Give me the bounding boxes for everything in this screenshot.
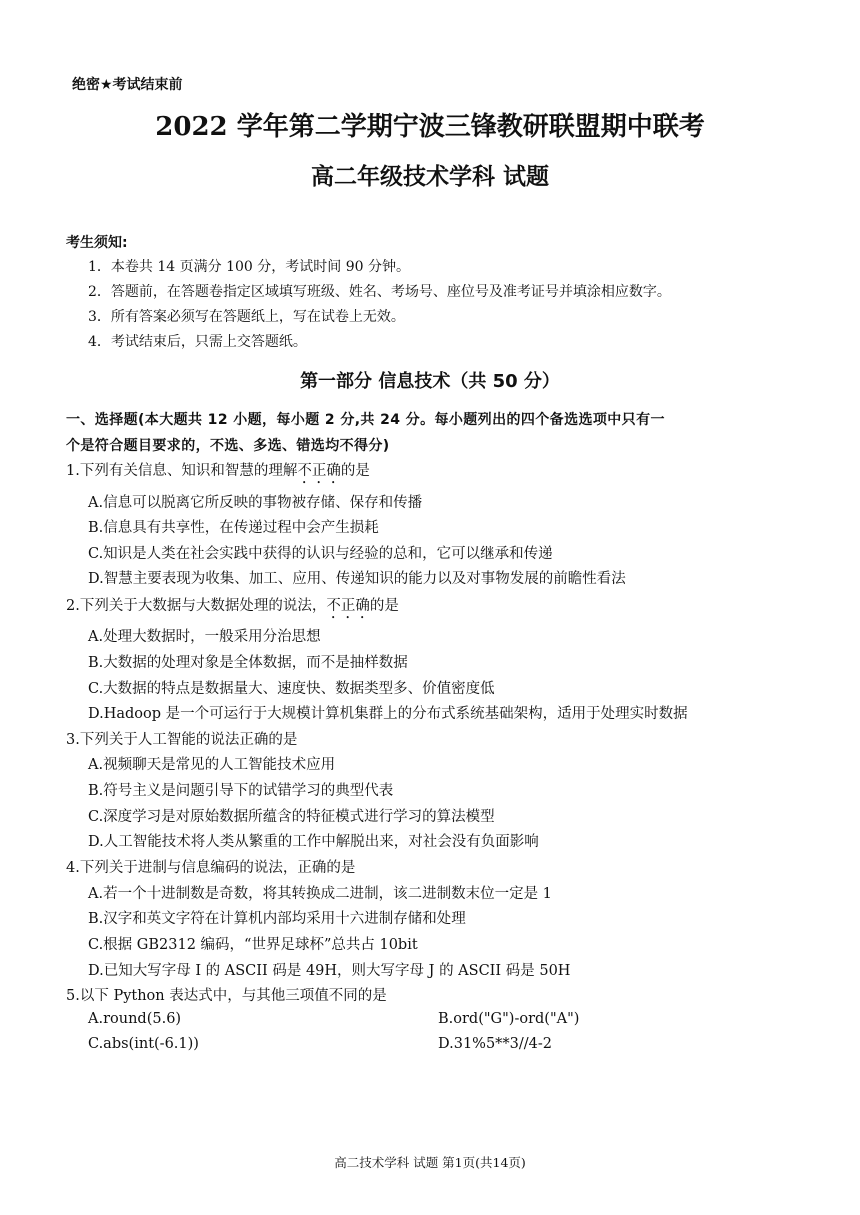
question-option: A.round(5.6) [88,1011,182,1027]
question-option: D.智慧主要表现为收集、加工、应用、传递知识的能力以及对事物发展的前瞻性看法 [88,571,626,587]
stem-text: 1.下列有关信息、知识和智慧的理解 [66,463,298,479]
stem-text: 2.下列关于大数据与大数据处理的说法， [66,598,327,614]
page-footer: 高二技术学科 试题 第1页(共14页) [334,1155,526,1170]
notice-item: 1．本卷共 14 页满分 100 分，考试时间 90 分钟。 [88,259,410,275]
notice-item: 3．所有答案必须写在答题纸上，写在试卷上无效。 [88,309,405,325]
confidential-label: 绝密★考试结束前 [72,77,183,93]
question-option: A.信息可以脱离它所反映的事物被存储、保存和传播 [88,495,423,511]
question-option: B.大数据的处理对象是全体数据，而不是抽样数据 [88,655,408,671]
stem-text: 的是 [340,463,370,479]
question-stem [66,594,399,622]
emphasis-text: 不正确 [326,598,370,614]
notice-item: 4．考试结束后，只需上交答题纸。 [88,334,307,350]
question-option: B.ord("G")-ord("A") [438,1011,580,1027]
question-option: A.若一个十进制数是奇数，将其转换成二进制，该二进制数末位一定是 1 [88,886,552,902]
question-stem [66,459,370,487]
question-stem: 5.以下 Python 表达式中，与其他三项值不同的是 [66,988,387,1004]
question-option: A.处理大数据时，一般采用分治思想 [88,629,321,645]
question-option: D.人工智能技术将人类从繁重的工作中解脱出来，对社会没有负面影响 [88,834,539,850]
section-instructions-line2: 个是符合题目要求的，不选、多选、错选均不得分) [66,438,390,454]
notice-item: 2．答题前，在答题卷指定区域填写班级、姓名、考场号、座位号及准考证号并填涂相应数字。 [88,284,671,300]
emphasis-text: 不正确 [297,463,341,479]
question-option: C.深度学习是对原始数据所蕴含的特征模式进行学习的算法模型 [88,809,495,825]
question-option: A.视频聊天是常见的人工智能技术应用 [88,757,336,773]
exam-title: 2022 学年第二学期宁波三锋教研联盟期中联考 [155,112,705,142]
question-option: C.根据 GB2312 编码，“世界足球杯”总共占 10bit [88,937,418,953]
exam-subtitle: 高二年级技术学科 试题 [310,163,549,190]
notice-heading: 考生须知: [66,235,128,251]
stem-text: 的是 [369,598,399,614]
question-option: B.汉字和英文字符在计算机内部均采用十六进制存储和处理 [88,911,466,927]
question-stem: 4.下列关于进制与信息编码的说法，正确的是 [66,860,356,876]
question-option: D.31%5**3//4-2 [438,1036,553,1052]
question-option: D.已知大写字母 I 的 ASCII 码是 49H，则大写字母 J 的 ASCII 码是 50H [88,963,571,979]
question-option: C.abs(int(-6.1)) [88,1036,199,1052]
question-option: C.知识是人类在社会实践中获得的认识与经验的总和，它可以继承和传递 [88,546,553,562]
question-option: C.大数据的特点是数据量大、速度快、数据类型多、价值密度低 [88,681,495,697]
question-option: D.Hadoop 是一个可运行于大规模计算机集群上的分布式系统基础架构，适用于处理实时数据 [88,706,688,722]
question-stem: 3.下列关于人工智能的说法正确的是 [66,732,298,748]
question-option: B.符号主义是问题引导下的试错学习的典型代表 [88,783,394,799]
section-instructions-line1: 一、选择题(本大题共 12 小题，每小题 2 分,共 24 分。每小题列出的四个备选选项中只有一 [66,412,665,428]
question-option: B.信息具有共享性，在传递过程中会产生损耗 [88,520,379,536]
part-title: 第一部分 信息技术（共 50 分） [300,371,560,392]
